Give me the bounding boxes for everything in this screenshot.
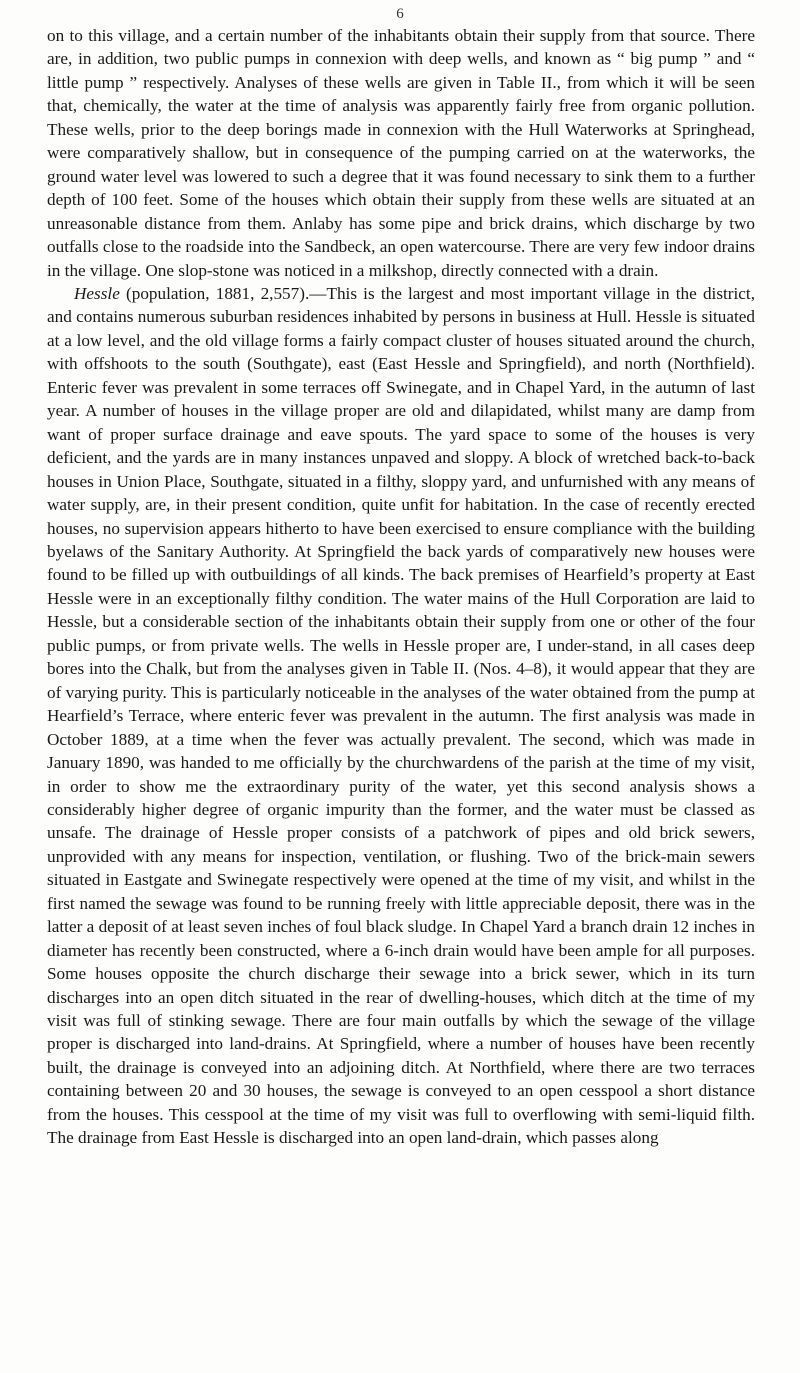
- paragraph-hessle-text: (population, 1881, 2,557).—This is the largest and most important village in the district, and contains numerous suburban residences inhabited by persons in business at Hull. Hessle is situated at a low level, and the old village forms a fairly compact cluster of houses situated around the church, with offshoots to the south (Southgate), east (East Hessle and Springfield), and north (Northfield). Enteric fever was prevalent in some terraces off Swinegate, and in Chapel Yard, in the autumn of last year. A number of houses in the village proper are old and dilapidated, whilst many are damp from want of proper surface drainage and eave spouts. The yard space to some of the houses is very deficient, and the yards are in many instances unpaved and sloppy. A block of wretched back-to-back houses in Union Place, Southgate, situated in a filthy, sloppy yard, and unfurnished with any means of water supply, are, in their present condition, quite unfit for habitation. In the case of recently erected houses, no supervision appears hitherto to have been exercised to ensure compliance with the building byelaws of the Sanitary Authority. At Springfield the back yards of comparatively new houses were found to be filled up with outbuildings of all kinds. The back premises of Hearfield’s property at East Hessle were in an exceptionally filthy condition. The water mains of the Hull Corporation are laid to Hessle, but a considerable section of the inhabitants obtain their supply from one or other of the four public pumps, or from private wells. The wells in Hessle proper are, I under-stand, in all cases deep bores into the Chalk, but from the analyses given in Table II. (Nos. 4–8), it would appear that they are of varying purity. This is particularly noticeable in the analyses of the water obtained from the pump at Hearfield’s Terrace, where enteric fever was prevalent in the autumn. The first analysis was made in October 1889, at a time when the fever was actually prevalent. The second, which was made in January 1890, was handed to me officially by the churchwardens of the parish at the time of my visit, in order to show me the extraordinary purity of the water, yet this second analysis shows a considerably higher degree of organic impurity than the former, and the water must be classed as unsafe. The drainage of Hessle proper consists of a patchwork of pipes and old brick sewers, unprovided with any means for inspection, ventilation, or flushing. Two of the brick-main sewers situated in Eastgate and Swinegate respectively were opened at the time of my visit, and whilst in the first named the sewage was found to be running freely with little appreciable deposit, there was in the latter a deposit of at least seven inches of foul black sludge. In Chapel Yard a branch drain 12 inches in diameter has recently been constructed, where a 6-inch drain would have been ample for all purposes. Some houses opposite the church discharge their sewage into a brick sewer, which in its turn discharges into an open ditch situated in the rear of dwelling-houses, which ditch at the time of my visit was full of stinking sewage. There are four main outfalls by which the sewage of the village proper is discharged into land-drains. At Springfield, where a number of houses have been recently built, the drainage is conveyed into an adjoining ditch. At Northfield, where there are two terraces containing between 20 and 30 houses, the sewage is conveyed to an open cesspool a short distance from the houses. This cesspool at the time of my visit was full to overflowing with semi-liquid filth. The drainage from East Hessle is discharged into an open land-drain, which passes along: [47, 283, 755, 1148]
- place-name-hessle: Hessle: [74, 283, 120, 303]
- paragraph-anlaby-continued: on to this village, and a certain number of the inhabitants obtain their supply from that source. There are, in addition, two public pumps in connexion with deep wells, and known as “ big pump ” and “ little pump ” respectively. Analyses of these wells are given in Table II., from which it will be seen that, chemically, the water at the time of analysis was apparently fairly free from organic pollution. These wells, prior to the deep borings made in connexion with the Hull Waterworks at Springhead, were comparatively shallow, but in consequence of the pumping carried on at the waterworks, the ground water level was lowered to such a degree that it was found necessary to sink them to a further depth of 100 feet. Some of the houses which obtain their supply from these wells are situated at an unreasonable distance from them. Anlaby has some pipe and brick drains, which discharge by two outfalls close to the roadside into the Sandbeck, an open watercourse. There are very few indoor drains in the village. One slop-stone was noticed in a milkshop, directly connected with a drain.: [47, 26, 755, 280]
- page-number: 6: [396, 6, 404, 22]
- body-text: [47, 24, 755, 1150]
- paragraph-hessle: [47, 282, 755, 1150]
